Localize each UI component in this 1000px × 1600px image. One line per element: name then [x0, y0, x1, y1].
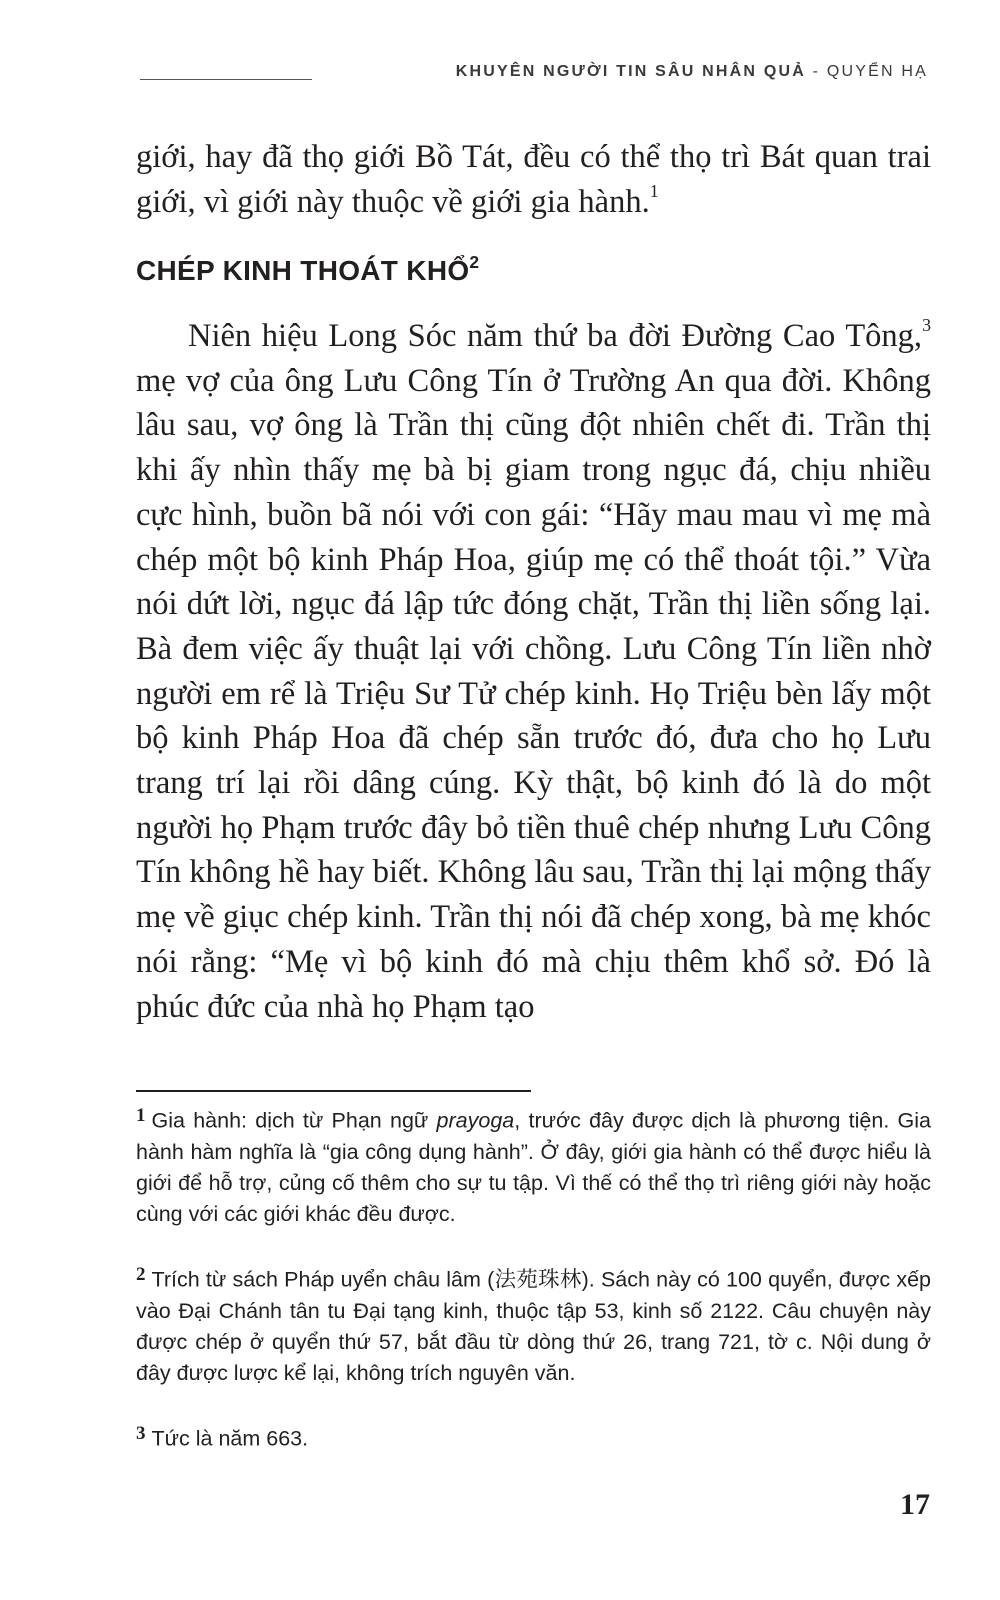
footnote-ref-2: 2	[469, 251, 480, 272]
footnote-ref-1: 1	[649, 180, 659, 201]
footnote-1	[136, 1100, 931, 1230]
story-text-start: Niên hiệu Long Sóc năm thứ ba đời Đường Cao Tông,	[188, 318, 923, 354]
footnote-2-text: Trích từ sách Pháp uyển châu lâm (法苑珠林). Sách này có 100 quyển, được xếp vào Đại Chánh tân tu Đại tạng kinh, thuộc tập 53, kinh số 2122. Câu chuyện này được chép ở quyển thứ 57, bắt đầu từ dòng thứ 26, trang 721, tờ c. Nội dung ở đây được lược kể lại, không trích nguyên văn.	[136, 1267, 931, 1385]
footnote-rule	[136, 1090, 531, 1092]
footnote-3-text: Tức là năm 663.	[151, 1426, 309, 1451]
footnote-ref-3: 3	[922, 314, 931, 335]
continued-paragraph-text: giới, hay đã thọ giới Bồ Tát, đều có thể thọ trì Bát quan trai giới, vì giới này thuộc về giới gia hành.	[136, 139, 931, 220]
header-rule	[140, 79, 312, 80]
page-number: 17	[900, 1488, 930, 1521]
story-paragraph	[136, 314, 931, 1029]
running-head-title: KHUYÊN NGƯỜI TIN SÂU NHÂN QUẢ	[455, 63, 806, 80]
section-heading-text: CHÉP KINH THOÁT KHỔ	[136, 255, 470, 286]
running-head	[456, 63, 928, 81]
footnote-2-mark: 2	[136, 1264, 146, 1285]
footnote-3-mark: 3	[136, 1423, 146, 1444]
footnote-1-text-a: Gia hành: dịch từ Phạn ngữ	[151, 1108, 437, 1133]
footnote-1-mark: 1	[136, 1105, 146, 1126]
footnote-2	[136, 1259, 931, 1389]
story-text-rest: mẹ vợ của ông Lưu Công Tín ở Trường An qua đời. Không lâu sau, vợ ông là Trần thị cũng đột nhiên chết đi. Trần thị khi ấy nhìn thấy mẹ bà bị giam trong ngục đá, chịu nhiều cực hình, buồn bã nói với con gái: “Hãy mau mau vì mẹ mà chép một bộ kinh Pháp Hoa, giúp mẹ có thể thoát tội.” Vừa nói dứt lời, ngục đá lập tức đóng chặt, Trần thị liền sống lại. Bà đem việc ấy thuật lại với chồng. Lưu Công Tín liền nhờ người em rể là Triệu Sư Tử chép kinh. Họ Triệu bèn lấy một bộ kinh Pháp Hoa đã chép sẵn trước đó, đưa cho họ Lưu trang trí lại rồi dâng cúng. Kỳ thật, bộ kinh đó là do một người họ Phạm trước đây bỏ tiền thuê chép nhưng Lưu Công Tín không hề hay biết. Không lâu sau, Trần thị lại mộng thấy mẹ về giục chép kinh. Trần thị nói đã chép xong, bà mẹ khóc nói rằng: “Mẹ vì bộ kinh đó mà chịu thêm khổ sở. Đó là phúc đức của nhà họ Phạm tạo	[136, 362, 931, 1025]
continued-paragraph	[136, 135, 931, 224]
running-head-separator: -	[812, 63, 821, 80]
footnote-3	[136, 1418, 931, 1455]
footnote-1-italic: prayoga	[436, 1108, 515, 1133]
running-head-volume: QUYỂN HẠ	[826, 63, 928, 80]
section-heading	[136, 251, 480, 287]
footnote-1-text-b: , trước đây được dịch là phương tiện. Gia hành hàm nghĩa là “gia công dụng hành”. Ở đây, giới gia hành có thể được hiểu là giới để hỗ trợ, củng cố thêm cho sự tu tập. Vì thế có thể thọ trì riêng giới này hoặc cùng với các giới khác đều được.	[136, 1108, 931, 1226]
